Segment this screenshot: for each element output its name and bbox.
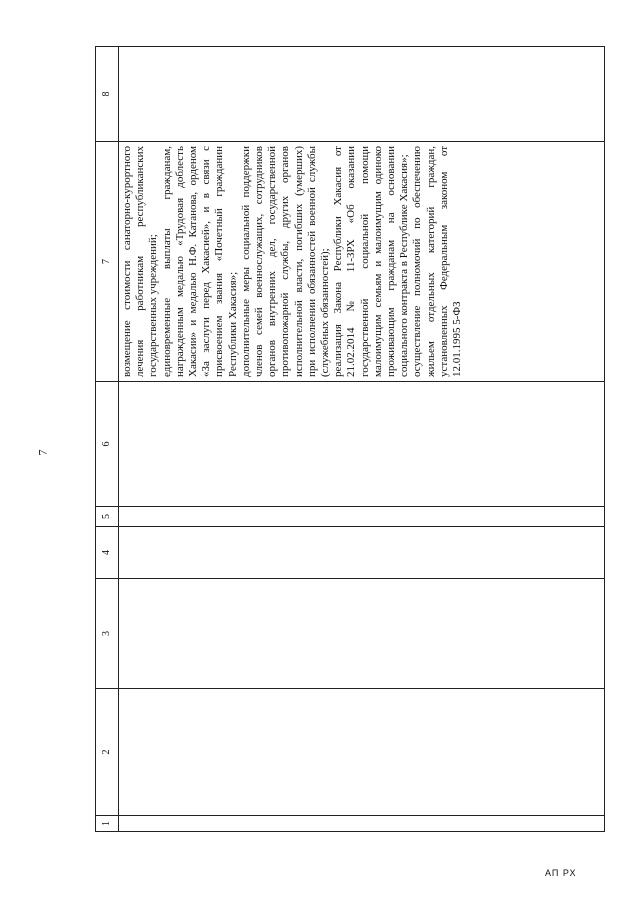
table-cell (119, 689, 605, 816)
paragraph: возмещение стоимости санаторно-курортного лечения работникам республиканских государственных учреждений; (121, 146, 160, 377)
document-table (95, 46, 605, 832)
column-header: 4 (96, 527, 119, 579)
table-cell (119, 47, 605, 142)
column-header: 1 (96, 816, 119, 832)
column-header: 3 (96, 579, 119, 689)
paragraph: единовременные выплаты гражданам, награжденным медалью «Трудовая доблесть Хакасии» и медалью Н.Ф. Катанова, орденом «За заслуги перед Хакасией», и в связи с присвоением звания «Почетный гражданин Республики Хакасия»; (160, 146, 239, 377)
column-header: 7 (96, 142, 119, 382)
column-header: 5 (96, 507, 119, 527)
column-7-cell (119, 142, 605, 382)
column-header: 6 (96, 382, 119, 507)
footer-mark: АП РХ (545, 868, 577, 878)
table-cell (119, 507, 605, 527)
page-number: 7 (35, 449, 50, 456)
column-header: 2 (96, 689, 119, 816)
table-cell (119, 382, 605, 507)
table-row (119, 47, 605, 832)
column-header: 8 (96, 47, 119, 142)
paragraph: осуществление полномочий по обеспечению жильем отдельных категорий граждан, установленных Федеральным законом от 12.01.1995 5-ФЗ (411, 146, 464, 377)
table-cell (119, 579, 605, 689)
paragraph: реализация Закона Республики Хакасия от 21.02.2014 № 11-ЗРХ «Об оказании государственной социальной помощи малоимущим семьям и малоимущим одиноко проживающим гражданам на основании социального контракта в Республике Хакасия»; (332, 146, 411, 377)
table-cell (119, 527, 605, 579)
header-row (96, 47, 119, 832)
rotated-table-wrapper (95, 47, 605, 832)
table-cell (119, 816, 605, 832)
paragraph: дополнительные меры социальной поддержки членов семей военнослужащих, сотрудников органов внутренних дел, государственной противопожарной службы, других органов исполнительной власти, погибших (умерших) при исполнении обязанностей военной службы (служебных обязанностей); (239, 146, 332, 377)
